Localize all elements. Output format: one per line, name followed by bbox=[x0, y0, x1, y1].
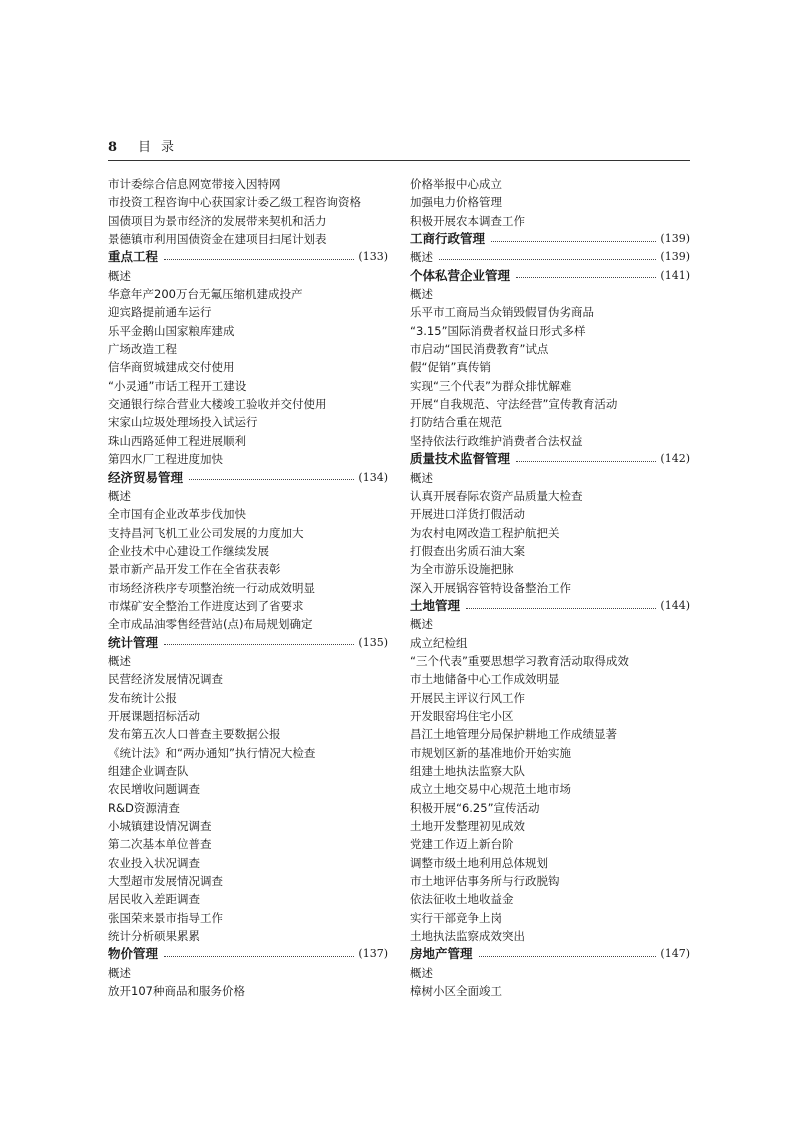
toc-section-heading[interactable] bbox=[410, 597, 690, 615]
toc-section-heading[interactable] bbox=[410, 450, 690, 468]
toc-entry[interactable]: 打防结合重在规范 bbox=[410, 415, 502, 430]
section-title: 物价管理 bbox=[108, 946, 159, 962]
toc-entry[interactable]: 积极开展“6.25”宣传活动 bbox=[410, 800, 540, 815]
section-page-number: (137) bbox=[358, 947, 388, 961]
toc-entry[interactable]: 民营经济发展情况调查 bbox=[108, 672, 223, 687]
toc-entry[interactable]: “三个代表”重要思想学习教育活动取得成效 bbox=[410, 653, 629, 668]
toc-entry[interactable]: 组建土地执法监察大队 bbox=[410, 764, 525, 778]
section-page-number: (135) bbox=[358, 635, 388, 649]
dot-leader bbox=[491, 241, 656, 242]
toc-entry[interactable]: R&D资源清查 bbox=[108, 800, 180, 815]
toc-entry[interactable]: 认真开展春际农资产品质量大检查 bbox=[410, 488, 583, 503]
toc-entry[interactable]: 成立纪检组 bbox=[410, 635, 468, 650]
toc-entry[interactable]: 党建工作迈上新台阶 bbox=[410, 837, 514, 852]
section-title: 质量技术监督管理 bbox=[410, 451, 511, 467]
toc-section-heading[interactable] bbox=[410, 267, 690, 285]
toc-entry[interactable]: 广场改造工程 bbox=[108, 342, 177, 357]
toc-entry[interactable]: 迎宾路提前通车运行 bbox=[108, 305, 212, 320]
toc-entry[interactable]: 信华商贸城建成交付使用 bbox=[108, 360, 235, 375]
toc-entry[interactable]: 概述 bbox=[108, 488, 131, 503]
toc-entry[interactable]: 景市新产品开发工作在全省获表彰 bbox=[108, 562, 281, 577]
toc-section-heading[interactable] bbox=[108, 945, 388, 963]
toc-entry[interactable]: 张国荣来景市指导工作 bbox=[108, 910, 223, 925]
section-page-number: (139) bbox=[660, 232, 690, 246]
toc-entry[interactable]: 华意年产200万台无氟压缩机建成投产 bbox=[108, 287, 303, 302]
toc-entry[interactable]: 国债项目为景市经济的发展带来契机和活力 bbox=[108, 213, 327, 228]
toc-entry[interactable]: 概述 bbox=[410, 470, 433, 485]
toc-entry[interactable]: 大型超市发展情况调查 bbox=[108, 874, 223, 889]
toc-entry[interactable]: 市启动“国民消费教育”试点 bbox=[410, 342, 549, 357]
toc-entry[interactable]: 开展进口洋货打假活动 bbox=[410, 507, 525, 522]
section-title: 个体私营企业管理 bbox=[410, 267, 511, 283]
toc-entry[interactable]: 假“促销”真传销 bbox=[410, 360, 491, 375]
toc-section-heading[interactable] bbox=[410, 945, 690, 963]
dot-leader bbox=[189, 479, 354, 480]
toc-entry[interactable]: 加强电力价格管理 bbox=[410, 195, 502, 210]
section-title: 房地产管理 bbox=[410, 946, 473, 962]
toc-entry[interactable]: 依法征收土地收益金 bbox=[410, 892, 514, 907]
section-page-number: (139) bbox=[660, 250, 690, 264]
toc-entry[interactable]: 珠山西路延伸工程进展顺利 bbox=[108, 433, 246, 448]
dot-leader bbox=[516, 461, 656, 462]
toc-entry[interactable]: 宋家山垃圾处理场投入试运行 bbox=[108, 415, 258, 430]
toc-entry[interactable]: 乐平市工商局当众销毁假冒伪劣商品 bbox=[410, 305, 594, 320]
toc-right-column bbox=[410, 175, 690, 1000]
header-rule bbox=[108, 160, 690, 161]
toc-entry[interactable]: 为农村电网改造工程护航把关 bbox=[410, 525, 560, 540]
section-page-number: (142) bbox=[660, 452, 690, 466]
section-title: 重点工程 bbox=[108, 249, 159, 265]
toc-entry[interactable]: 成立土地交易中心规范土地市场 bbox=[410, 782, 571, 797]
toc-entry[interactable]: 乐平金鹅山国家粮库建成 bbox=[108, 323, 235, 338]
toc-entry[interactable]: “3.15”国际消费者权益日形式多样 bbox=[410, 323, 586, 338]
toc-entry[interactable]: 实行干部竞争上岗 bbox=[410, 910, 502, 925]
toc-entry[interactable]: 概述 bbox=[410, 617, 433, 632]
toc-entry[interactable]: 农业投入状况调查 bbox=[108, 855, 200, 870]
toc-entry[interactable]: 市土地评估事务所与行政脱钩 bbox=[410, 874, 560, 889]
toc-section-heading[interactable] bbox=[108, 469, 388, 487]
toc-entry[interactable]: 开展民主评议行风工作 bbox=[410, 690, 525, 705]
dot-leader bbox=[164, 956, 354, 957]
section-title: 土地管理 bbox=[410, 597, 461, 613]
page-header bbox=[108, 139, 690, 159]
toc-section-heading[interactable] bbox=[108, 634, 388, 652]
dot-leader bbox=[439, 259, 656, 260]
dot-leader bbox=[164, 644, 354, 645]
toc-entry[interactable]: 开发眼窑坞住宅小区 bbox=[410, 708, 514, 723]
toc-entry[interactable]: 打假查出劣质石油大案 bbox=[410, 543, 525, 558]
toc-entry[interactable]: 开展“自我规范、守法经营”宣传教育活动 bbox=[410, 397, 618, 412]
header-title: 目录 bbox=[138, 140, 185, 155]
toc-section-heading[interactable] bbox=[410, 230, 690, 248]
toc-section-heading[interactable] bbox=[410, 248, 690, 266]
toc-entry[interactable]: 概述 bbox=[108, 653, 131, 668]
toc-entry[interactable]: 土地执法监察成效突出 bbox=[410, 929, 525, 944]
dot-leader bbox=[164, 259, 354, 260]
toc-entry[interactable]: 实现“三个代表”为群众排忧解难 bbox=[410, 378, 572, 393]
section-title: 概述 bbox=[410, 250, 433, 265]
toc-entry[interactable]: 市规划区新的基准地价开始实施 bbox=[410, 745, 571, 760]
dot-leader bbox=[479, 956, 657, 957]
toc-entry[interactable]: 深入开展锅容管特设备整治工作 bbox=[410, 580, 571, 595]
toc-left-column bbox=[108, 175, 388, 1000]
toc-entry[interactable]: 樟树小区全面竣工 bbox=[410, 984, 502, 999]
toc-entry[interactable]: 坚持依法行政维护消费者合法权益 bbox=[410, 433, 583, 448]
toc-entry[interactable]: 市场经济秩序专项整治统一行动成效明显 bbox=[108, 580, 315, 595]
dot-leader bbox=[466, 608, 656, 609]
toc-entry[interactable]: 景德镇市利用国债资金在建项目扫尾计划表 bbox=[108, 232, 327, 247]
toc-entry[interactable]: 第四水厂工程进度加快 bbox=[108, 452, 223, 467]
toc-entry[interactable]: 小城镇建设情况调查 bbox=[108, 819, 212, 834]
toc-entry[interactable]: 发布统计公报 bbox=[108, 690, 177, 705]
toc-entry[interactable]: 调整市级土地利用总体规划 bbox=[410, 855, 548, 870]
toc-entry[interactable]: 组建企业调查队 bbox=[108, 764, 189, 778]
toc-entry[interactable]: 概述 bbox=[410, 287, 433, 302]
toc-entry[interactable]: 发布第五次人口普查主要数据公报 bbox=[108, 727, 281, 742]
toc-entry[interactable]: “小灵通”市话工程开工建设 bbox=[108, 378, 247, 393]
toc-entry[interactable]: 概述 bbox=[108, 965, 131, 980]
toc-entry[interactable]: 市投资工程咨询中心获国家计委乙级工程咨询资格 bbox=[108, 195, 361, 210]
toc-entry[interactable]: 全市成品油零售经营站(点)布局规划确定 bbox=[108, 617, 313, 632]
toc-entry[interactable]: 积极开展农本调查工作 bbox=[410, 213, 525, 228]
toc-entry[interactable]: 《统计法》和“两办通知”执行情况大检查 bbox=[108, 745, 316, 760]
toc-section-heading[interactable] bbox=[108, 248, 388, 266]
section-page-number: (144) bbox=[660, 598, 690, 612]
section-title: 经济贸易管理 bbox=[108, 469, 184, 485]
toc-entry[interactable]: 支持昌河飞机工业公司发展的力度加大 bbox=[108, 525, 304, 540]
toc-entry[interactable]: 交通银行综合营业大楼竣工验收并交付使用 bbox=[108, 397, 327, 412]
toc-entry[interactable]: 放开107种商品和服务价格 bbox=[108, 984, 245, 999]
toc-entry[interactable]: 统计分析硕果累累 bbox=[108, 929, 200, 944]
toc-entry[interactable]: 企业技术中心建设工作继续发展 bbox=[108, 543, 269, 558]
toc-entry[interactable]: 市煤矿安全整治工作进度达到了省要求 bbox=[108, 598, 304, 613]
toc-entry[interactable]: 第二次基本单位普查 bbox=[108, 837, 212, 852]
toc-entry[interactable]: 开展课题招标活动 bbox=[108, 708, 200, 723]
toc-entry[interactable]: 土地开发整理初见成效 bbox=[410, 819, 525, 834]
toc-entry[interactable]: 昌江土地管理分局保护耕地工作成绩显著 bbox=[410, 727, 617, 742]
section-page-number: (134) bbox=[358, 470, 388, 484]
toc-entry[interactable]: 为全市游乐设施把脉 bbox=[410, 562, 514, 577]
section-page-number: (133) bbox=[358, 250, 388, 264]
section-title: 工商行政管理 bbox=[410, 231, 486, 247]
toc-entry[interactable]: 市土地储备中心工作成效明显 bbox=[410, 672, 560, 687]
section-page-number: (141) bbox=[660, 268, 690, 282]
page-number: 8 bbox=[108, 140, 118, 155]
section-page-number: (147) bbox=[660, 947, 690, 961]
toc-entry[interactable]: 概述 bbox=[410, 965, 433, 980]
toc-entry[interactable]: 居民收入差距调查 bbox=[108, 892, 200, 907]
toc-entry[interactable]: 全市国有企业改革步伐加快 bbox=[108, 507, 246, 522]
toc-entry[interactable]: 市计委综合信息网宽带接入因特网 bbox=[108, 177, 281, 191]
toc-entry[interactable]: 农民增收问题调查 bbox=[108, 782, 200, 797]
toc-entry[interactable]: 价格举报中心成立 bbox=[410, 177, 502, 191]
toc-entry[interactable]: 概述 bbox=[108, 268, 131, 283]
dot-leader bbox=[516, 277, 656, 278]
section-title: 统计管理 bbox=[108, 634, 159, 650]
